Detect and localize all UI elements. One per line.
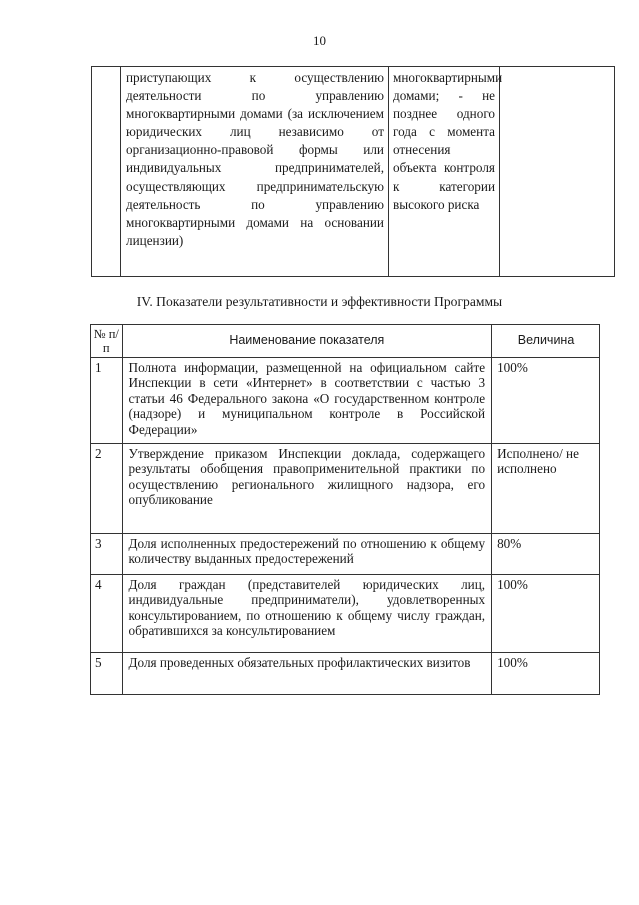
page-number: 10 (313, 33, 326, 48)
row-indicator-value: 80% (492, 534, 600, 575)
row-indicator-name: Доля исполненных предостережений по отношению к общему количеству выданных предостережений (122, 534, 492, 575)
table-row (91, 444, 600, 534)
row-number: 3 (91, 534, 123, 575)
continuation-cell-responsible (500, 67, 615, 277)
continuation-cell-subjects: приступающих к осуществлению деятельности по управлению многоквартирными домами (за исключением юридических лиц независимо от организационно-правовой формы или индивидуальных предпринимателей, осуществляющих предпринимательскую деятельность по управлению многоквартирными домами на основании лицензии) (121, 67, 389, 277)
row-indicator-value: 100% (492, 653, 600, 695)
row-indicator-name: Доля проведенных обязательных профилактических визитов (122, 653, 492, 695)
table-row (91, 358, 600, 444)
section-heading: IV. Показатели результативности и эффективности Программы (136, 294, 503, 309)
row-number: 1 (91, 358, 123, 444)
table-row (92, 67, 615, 277)
row-indicator-value: 100% (492, 358, 600, 444)
row-indicator-name: Доля граждан (представителей юридических лиц, индивидуальные предприниматели), удовлетворенных консультированием, по отношению к общему числу граждан, обратившихся за консультированием (122, 575, 492, 653)
row-number: 4 (91, 575, 123, 653)
header-number: № п/п (91, 325, 123, 358)
row-indicator-name: Полнота информации, размещенной на официальном сайте Инспекции в сети «Интернет» в соответствии с частью 3 статьи 46 Федерального закона «О государственном контроле (надзоре) и муниципальном контроле в Российской Федерации» (122, 358, 492, 444)
table-row (91, 575, 600, 653)
row-indicator-name: Утверждение приказом Инспекции доклада, содержащего результаты обобщения правоприменительной практики по осуществлению регионального жилищного надзора, его опубликование (122, 444, 492, 534)
header-name: Наименование показателя (122, 325, 492, 358)
row-indicator-value: Исполнено/ не исполнено (492, 444, 600, 534)
row-number: 2 (91, 444, 123, 534)
indicators-table (90, 324, 600, 695)
continuation-cell-number (92, 67, 121, 277)
row-number: 5 (91, 653, 123, 695)
table-row (91, 653, 600, 695)
row-indicator-value: 100% (492, 575, 600, 653)
table-row (91, 534, 600, 575)
continuation-cell-deadline: многоквартирными домами; - не позднее одного года с момента отнесения объекта контроля к категории высокого риска (389, 67, 500, 277)
header-value: Величина (492, 325, 600, 358)
table-header-row (91, 325, 600, 358)
continuation-table (91, 66, 615, 277)
